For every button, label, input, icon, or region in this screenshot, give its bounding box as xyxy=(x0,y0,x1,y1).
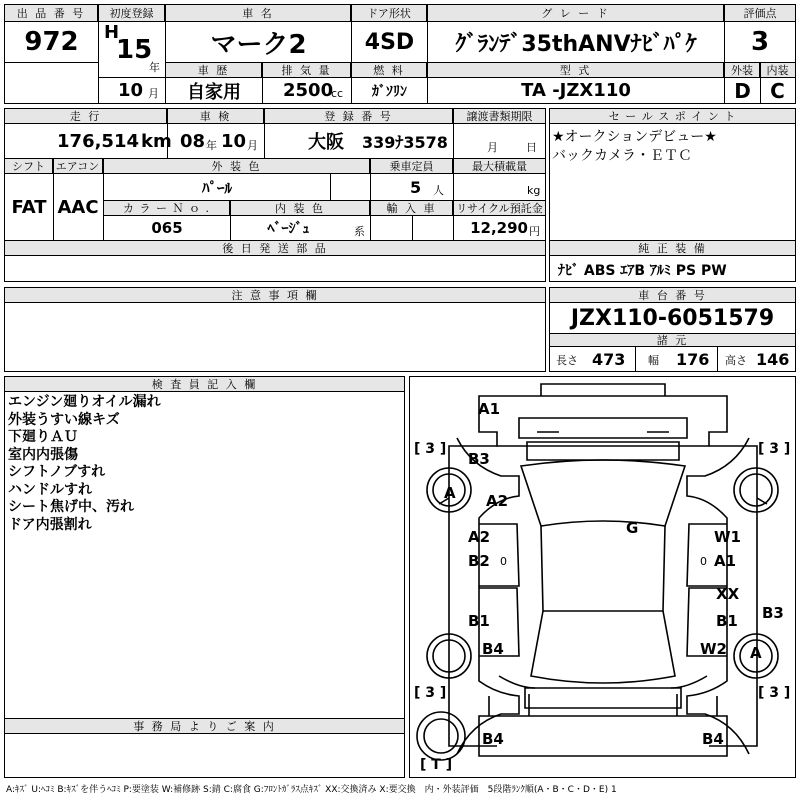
capacity: 5 xyxy=(410,178,422,197)
lot-number-label: 出 品 番 号 xyxy=(5,5,98,22)
damage-a-left-wheel: A xyxy=(444,484,456,502)
plate-number: 339ﾅ3578 xyxy=(362,132,448,152)
inspector-note: 下廻りＡＵ xyxy=(8,429,78,445)
length-label: 長さ xyxy=(556,354,578,367)
inspector-notes xyxy=(8,394,398,534)
damage-a-right-wheel: A xyxy=(750,644,762,662)
damage-b4-rear-right: B4 xyxy=(702,730,724,748)
height-label: 高さ xyxy=(725,354,747,367)
exterior-color: ﾊﾟｰﾙ xyxy=(201,179,232,197)
color-no: 065 xyxy=(151,219,183,237)
interior-color: ﾍﾞｰｼﾞｭ xyxy=(267,221,310,237)
length: 473 xyxy=(592,349,626,369)
ac: AAC xyxy=(57,197,99,218)
fuel-label: 燃 料 xyxy=(352,63,427,78)
damage-w2-right: W2 xyxy=(700,640,727,658)
tire-fl-tread: [ 3 ] xyxy=(414,441,447,457)
color-no-label: カ ラ ー Ｎ ｏ . xyxy=(104,201,230,216)
door-type: 4SD xyxy=(364,29,415,55)
damage-a1-front: A1 xyxy=(478,400,501,418)
sales-point: ★オークションデビュー★ xyxy=(552,129,717,145)
tire-rr-tread: [ 3 ] xyxy=(758,685,791,701)
damage-b3-left: B3 xyxy=(468,450,490,468)
damage-a2-front-door: A2 xyxy=(468,528,491,546)
transfer-deadline-label: 譲渡書類期限 xyxy=(454,109,545,124)
capacity-unit: 人 xyxy=(433,184,444,197)
car-name: マーク2 xyxy=(210,29,307,60)
model-code-label: 型 式 xyxy=(428,63,724,78)
shift-label: シフト xyxy=(5,159,53,174)
later-parts-label: 後 日 発 送 部 品 xyxy=(5,241,545,256)
interior-color-unit: 系 xyxy=(354,225,365,238)
inspector-note: ハンドルすれ xyxy=(8,481,92,498)
damage-b2-rear-door: B2 xyxy=(468,552,490,570)
max-load-unit: kg xyxy=(527,183,541,197)
inspection-label: 車 検 xyxy=(168,109,264,124)
km-unit: km xyxy=(141,130,172,152)
shift: FAT xyxy=(11,197,47,218)
car-name-label: 車 名 xyxy=(166,5,351,22)
capacity-label: 乗車定員 xyxy=(371,159,453,174)
first-reg-year: 15 xyxy=(116,35,153,65)
damage-xx-right: XX xyxy=(716,585,740,603)
inspector-note: シート焦げ中、汚れ xyxy=(8,499,134,515)
damage-b4-left-quarter: B4 xyxy=(482,640,504,658)
damage-a2-left-fender: A2 xyxy=(486,492,509,510)
damage-b4-rear-left: B4 xyxy=(482,730,504,748)
width-label: 幅 xyxy=(648,354,659,367)
inspector-label: 検 査 員 記 入 欄 xyxy=(5,377,404,392)
cc-unit: cc xyxy=(331,86,344,100)
inspector-note: 室内内張傷 xyxy=(8,446,78,463)
inspector-note: エンジン廻りオイル漏れ xyxy=(8,394,161,410)
score-label: 評価点 xyxy=(725,5,795,22)
height: 146 xyxy=(756,349,790,369)
first-reg-month: 10 xyxy=(118,80,144,101)
score: 3 xyxy=(750,27,770,57)
chassis-number: JZX110-6051579 xyxy=(570,305,775,331)
tire-fr-tread: [ 3 ] xyxy=(758,441,791,457)
car-diagram xyxy=(409,376,796,778)
year-unit: 年 xyxy=(149,61,160,74)
width: 176 xyxy=(676,349,710,369)
recycle-label: リサイクル預託金 xyxy=(454,201,545,216)
grade: ｸﾞﾗﾝﾃﾞ35thANVﾅﾋﾞﾊﾟｹ xyxy=(455,31,697,57)
exterior-color-label: 外 装 色 xyxy=(104,159,370,174)
marker-zero: 0 xyxy=(700,554,707,568)
inspection-year: 08 xyxy=(180,130,206,152)
inspection-month: 10 xyxy=(221,130,247,152)
notes-label: 注 意 事 項 欄 xyxy=(5,288,545,303)
first-registration-label: 初度登録 xyxy=(99,5,165,22)
recycle-deposit: 12,290 xyxy=(470,219,528,237)
displacement-label: 排 気 量 xyxy=(263,63,351,78)
grade-label: グ レ ー ド xyxy=(428,5,724,22)
fuel: ｶﾞｿﾘﾝ xyxy=(372,83,407,100)
interior-grade: C xyxy=(770,78,785,103)
mileage-label: 走 行 xyxy=(5,109,167,124)
mileage: 176,514 xyxy=(57,130,139,152)
damage-b3-right: B3 xyxy=(762,604,784,622)
era-letter: H xyxy=(104,21,120,43)
inspection-year-unit: 年 xyxy=(206,139,217,152)
inspector-note: ドア内張割れ xyxy=(8,516,92,533)
damage-b1-right: B1 xyxy=(716,612,738,630)
damage-w1-right: W1 xyxy=(714,528,741,546)
specs-label: 諸 元 xyxy=(550,333,795,347)
spare-tire-label: [ T ] xyxy=(420,757,453,773)
marker-zero: 0 xyxy=(500,554,507,568)
sales-point: バックカメラ・ＥＴＣ xyxy=(552,148,692,164)
month-unit: 月 xyxy=(148,87,159,100)
transfer-month-unit: 月 xyxy=(487,141,498,154)
damage-a1-right: A1 xyxy=(714,552,737,570)
model-code: TA -JZX110 xyxy=(521,80,631,101)
equipment: ﾅﾋﾞ ABS ｴｱB ｱﾙﾐ PS PW xyxy=(558,262,727,279)
tire-rl-tread: [ 3 ] xyxy=(414,685,447,701)
door-type-label: ドア形状 xyxy=(352,5,427,22)
sales-points-list xyxy=(552,128,792,166)
history: 自家用 xyxy=(187,81,241,103)
inspector-note: シフトノブすれ xyxy=(8,464,106,480)
plate-label: 登 録 番 号 xyxy=(265,109,453,124)
exterior-grade: D xyxy=(734,78,751,103)
import-label: 輸 入 車 xyxy=(371,201,453,216)
chassis-label: 車 台 番 号 xyxy=(550,288,795,303)
damage-g-windshield: G xyxy=(626,519,639,537)
damage-b1-rear-left: B1 xyxy=(468,612,490,630)
interior-grade-label: 内装 xyxy=(760,63,795,78)
exterior-grade-label: 外装 xyxy=(725,63,760,78)
inspector-note: 外装うすい線キズ xyxy=(8,411,120,428)
interior-color-label: 内 装 色 xyxy=(231,201,370,216)
lot-number: 972 xyxy=(24,27,79,57)
equipment-label: 純 正 装 備 xyxy=(550,241,795,256)
inspection-month-unit: 月 xyxy=(247,139,258,152)
recycle-unit: 円 xyxy=(529,225,540,238)
ac-label: エアコン xyxy=(53,159,103,174)
displacement: 2500 xyxy=(283,80,334,101)
max-load-label: 最大積載量 xyxy=(454,159,545,174)
plate-region: 大阪 xyxy=(308,132,344,153)
sales-points-label: セ ー ル ス ポ イ ン ト xyxy=(550,109,795,124)
office-info-label: 事 務 局 よ り ご 案 内 xyxy=(5,719,404,734)
history-label: 車 歴 xyxy=(166,63,262,78)
legend: A:ｷｽﾞ U:ﾍｺﾐ B:ｷｽﾞを伴うﾍｺﾐ P:要塗装 W:補修跡 S:錆 C:腐食 G:ﾌﾛﾝﾄｶﾞﾗｽ点ｷｽﾞ XX:交換済み X:要交換 内・外装評価 5段階ﾗﾝｸ順(A・B・C・D・E) 1 xyxy=(6,785,617,795)
transfer-day-unit: 日 xyxy=(526,141,537,154)
